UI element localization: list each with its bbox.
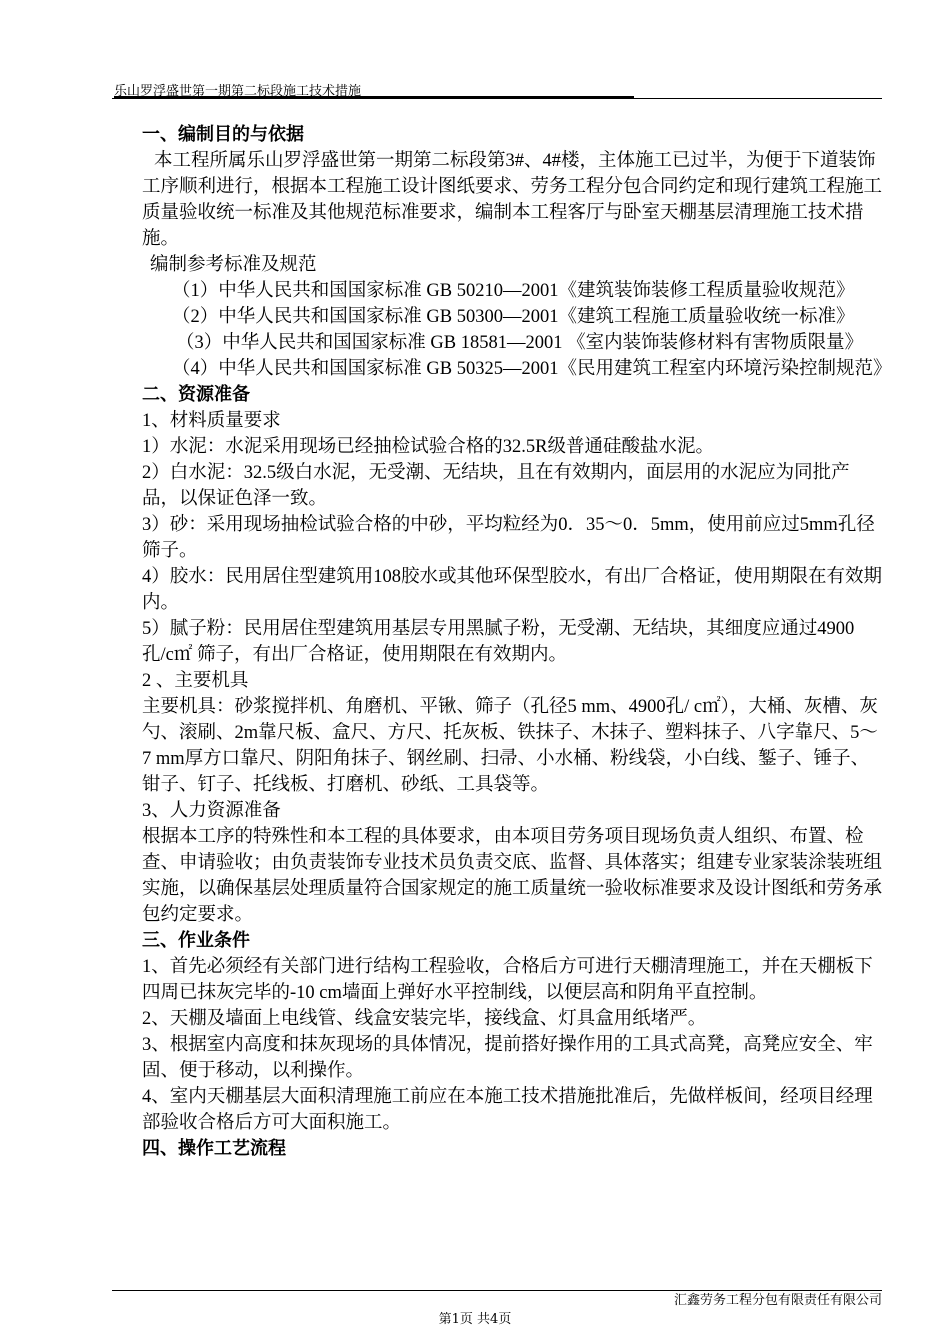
reference-3: （3）中华人民共和国国家标准 GB 18581—2001 《室内装饰装修材料有害物质限量》: [176, 333, 864, 353]
condition-item-2: 2、天棚及墙面上电线管、线盒安装完毕，接线盒、灯具盒用纸堵严。: [142, 1009, 707, 1029]
section-1-heading: 一、编制目的与依据: [142, 124, 304, 145]
material-item-3: 3）砂：采用现场抽检试验合格的中砂，平均粒经为0．35～0．5mm，使用前应过5mm孔径筛子。: [142, 515, 875, 561]
page-number: 第1页 共4页: [438, 1312, 512, 1327]
reference-4: （4）中华人民共和国国家标准 GB 50325—2001《民用建筑工程室内环境污染控制规范》: [172, 359, 892, 379]
header-rule: [112, 98, 882, 99]
material-item-5: 5）腻子粉：民用居住型建筑用基层专用黑腻子粉，无受潮、无结块，其细度应通过4900孔/c㎡ 筛子，有出厂合格证，使用期限在有效期内。: [142, 619, 855, 665]
document-body: [142, 122, 892, 1162]
section-4-heading: 四、操作工艺流程: [142, 1138, 286, 1159]
condition-item-1: 1、首先必须经有关部门进行结构工程验收，合格后方可进行天棚清理施工，并在天棚板下四周已抹灰完毕的-10 cm墙面上弹好水平控制线，以便层高和阴角平直控制。: [142, 957, 873, 1003]
material-item-2: 2）白水泥：32.5级白水泥，无受潮、无结块，且在有效期内，面层用的水泥应为同批产品，以保证色泽一致。: [142, 463, 850, 509]
section-2-heading: 二、资源准备: [142, 384, 250, 405]
subheading-hr: 3、人力资源准备: [142, 801, 281, 821]
condition-item-4: 4、室内天棚基层大面积清理施工前应在本施工技术措施批准后，先做样板间，经项目经理部验收合格后方可大面积施工。: [142, 1087, 873, 1133]
footer-rule: [112, 1290, 882, 1291]
reference-2: （2）中华人民共和国国家标准 GB 50300—2001《建筑工程施工质量验收统一标准》: [172, 307, 855, 327]
material-item-4: 4）胶水：民用居住型建筑用108胶水或其他环保型胶水，有出厂合格证，使用期限在有效期内。: [142, 567, 883, 613]
material-item-1: 1）水泥：水泥采用现场已经抽检试验合格的32.5R级普通硅酸盐水泥。: [142, 437, 714, 457]
reference-title: 编制参考标准及规范: [150, 255, 317, 275]
subheading-materials: 1、材料质量要求: [142, 411, 281, 431]
condition-item-3: 3、根据室内高度和抹灰现场的具体情况，提前搭好操作用的工具式高凳，高凳应安全、牢固、便于移动，以利操作。: [142, 1035, 873, 1081]
reference-1: （1）中华人民共和国国家标准 GB 50210—2001《建筑装饰装修工程质量验收规范》: [172, 281, 855, 301]
section-1-paragraph: 本工程所属乐山罗浮盛世第一期第二标段第3#、4#楼，主体施工已过半，为便于下道装饰工序顺利进行，根据本工程施工设计图纸要求、劳务工程分包合同约定和现行建筑工程施工质量验收统一标准及其他规范标准要求，编制本工程客厅与卧室天棚基层清理施工技术措施。: [142, 151, 883, 249]
header-title: 乐山罗浮盛世第一期第二标段施工技术措施: [114, 84, 362, 99]
section-3-heading: 三、作业条件: [142, 930, 250, 951]
hr-paragraph: 根据本工序的特殊性和本工程的具体要求，由本项目劳务项目现场负责人组织、布置、检查、申请验收；由负责装饰专业技术员负责交底、监督、具体落实；组建专业家装涂装班组实施，以确保基层处理质量符合国家规定的施工质量统一验收标准要求及设计图纸和劳务承包约定要求。: [142, 827, 883, 925]
subheading-tools: 2 、主要机具: [142, 671, 249, 691]
footer-company: 汇鑫劳务工程分包有限责任有限公司: [673, 1293, 882, 1308]
tools-paragraph: 主要机具：砂浆搅拌机、角磨机、平锹、筛子（孔径5 mm、4900孔/ c㎡），大桶、灰槽、灰勺、滚刷、2m靠尺板、盒尺、方尺、托灰板、铁抹子、木抹子、塑料抹子、八字靠尺、5～7 mm厚方口靠尺、阴阳角抹子、钢丝刷、扫帚、小水桶、粉线袋，小白线、錾子、锤子、钳子、钉子、托线板、打磨机、砂纸、工具袋等。: [142, 697, 878, 795]
